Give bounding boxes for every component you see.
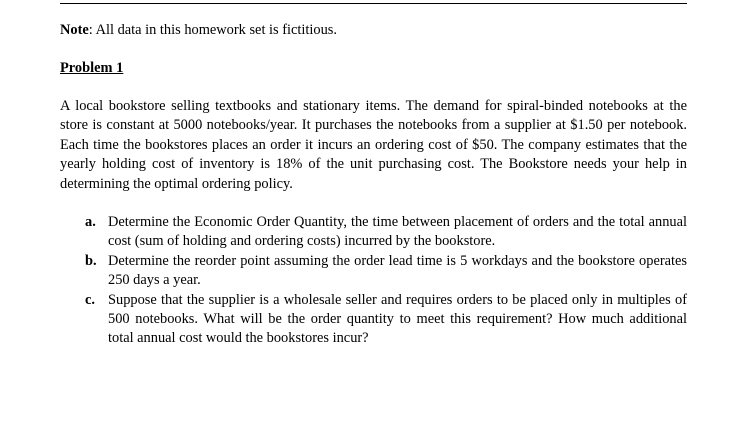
question-line: 500 notebooks. What will be the order quantity to meet this requirement? How much additional	[108, 311, 687, 328]
question-marker: c.	[85, 291, 95, 308]
question-line: 250 days a year.	[108, 272, 201, 289]
question-item-c	[85, 291, 687, 349]
top-divider	[60, 3, 687, 4]
question-line: Suppose that the supplier is a wholesale seller and requires orders to be placed only in multiples of	[108, 291, 687, 308]
note-line	[60, 21, 337, 40]
paragraph-line: A local bookstore selling textbooks and stationary items. The demand for spiral-binded notebooks at the	[60, 98, 687, 114]
question-line: cost (sum of holding and ordering costs) incurred by the bookstore.	[108, 233, 496, 250]
problem-heading: Problem 1	[60, 60, 124, 76]
question-marker: b.	[85, 252, 97, 269]
question-line: Determine the reorder point assuming the order lead time is 5 workdays and the bookstore operates	[108, 252, 687, 269]
question-marker: a.	[85, 214, 96, 230]
question-line: Determine the Economic Order Quantity, the time between placement of orders and the total annual	[108, 214, 687, 230]
paragraph-line: store is constant at 5000 notebooks/year. It purchases the notebooks from a supplier at $1.50 per notebook.	[60, 117, 687, 134]
problem-description	[60, 97, 687, 194]
paragraph-line: determining the optimal ordering policy.	[60, 175, 293, 192]
paragraph-line: Each time the bookstores places an order it incurs an ordering cost of $50. The company estimates that the	[60, 136, 687, 153]
question-line: total annual cost would the bookstores incur?	[108, 330, 369, 347]
note-label: Note	[60, 22, 89, 38]
paragraph-line: yearly holding cost of inventory is 18% of the unit purchasing cost. The Bookstore needs your help in	[60, 156, 687, 173]
question-item-b	[85, 252, 687, 291]
note-text: : All data in this homework set is fictitious.	[88, 22, 337, 38]
question-item-a	[85, 213, 687, 252]
question-list	[85, 213, 687, 349]
